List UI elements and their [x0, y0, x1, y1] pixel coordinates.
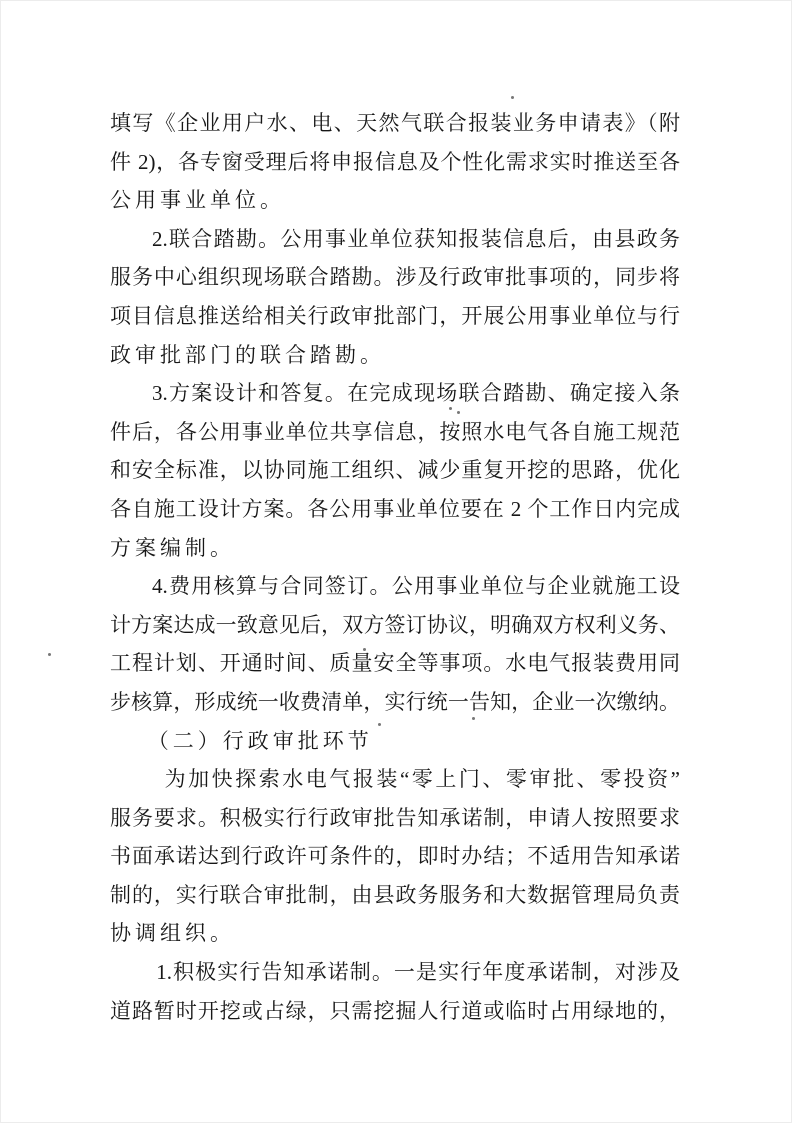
- text-line: 2.联合踏勘。公用事业单位获知报装信息后，由县政务: [152, 226, 680, 251]
- text-line: 件 2)，各专窗受理后将申报信息及个性化需求实时推送至各: [110, 149, 680, 174]
- text-line: 和安全标准，以协同施工组织、减少重复开挖的思路，优化: [110, 458, 680, 483]
- text-line: 服务中心组织现场联合踏勘。涉及行政审批事项的，同步将: [110, 265, 680, 290]
- text-line: 各自施工设计方案。各公用事业单位要在 2 个工作日内完成: [110, 496, 680, 521]
- scan-noise-dot: [457, 411, 460, 414]
- text-line: 书面承诺达到行政许可条件的，即时办结；不适用告知承诺: [110, 844, 680, 869]
- text-line: 政审批部门的联合踏勘。: [110, 342, 385, 367]
- text-line: 3.方案设计和答复。在完成现场联合踏勘、确定接入条: [152, 381, 680, 406]
- text-line: 步核算，形成统一收费清单，实行统一告知，企业一次缴纳。: [110, 689, 680, 714]
- text-line: 1.积极实行告知承诺制。一是实行年度承诺制，对涉及: [156, 960, 680, 985]
- text-line: 为加快探索水电气报装“零上门、零审批、零投资”: [164, 767, 680, 792]
- text-line: （二）行政审批环节: [147, 728, 373, 753]
- text-line: 方案编制。: [110, 535, 235, 560]
- scan-noise-dot: [378, 723, 381, 726]
- text-line: 协调组织。: [110, 921, 235, 946]
- scan-noise-dot: [449, 407, 452, 410]
- scan-noise-dot: [48, 653, 51, 656]
- text-line: 件后，各公用事业单位共享信息，按照水电气各自施工规范: [110, 419, 680, 444]
- text-line: 4.费用核算与合同签订。公用事业单位与企业就施工设: [152, 574, 680, 599]
- text-line: 制的，实行联合审批制，由县政务服务和大数据管理局负责: [110, 882, 680, 907]
- text-line: 公用事业单位。: [110, 188, 285, 213]
- scan-noise-dot: [472, 717, 475, 720]
- text-line: 工程计划、开通时间、质量安全等事项。水电气报装费用同: [110, 651, 680, 676]
- text-line: 计方案达成一致意见后，双方签订协议，明确双方权利义务、: [110, 612, 680, 637]
- text-line: 服务要求。积极实行行政审批告知承诺制，申请人按照要求: [110, 805, 680, 830]
- text-line: 填写《企业用户水、电、天然气联合报装业务申请表》（附: [110, 111, 680, 135]
- scan-noise-dot: [511, 96, 514, 99]
- document-text-block: [110, 104, 680, 1030]
- scan-noise-dot: [363, 648, 366, 651]
- text-line: 道路暂时开挖或占绿，只需挖掘人行道或临时占用绿地的，: [110, 998, 680, 1023]
- text-line: 项目信息推送给相关行政审批部门，开展公用事业单位与行: [110, 303, 680, 328]
